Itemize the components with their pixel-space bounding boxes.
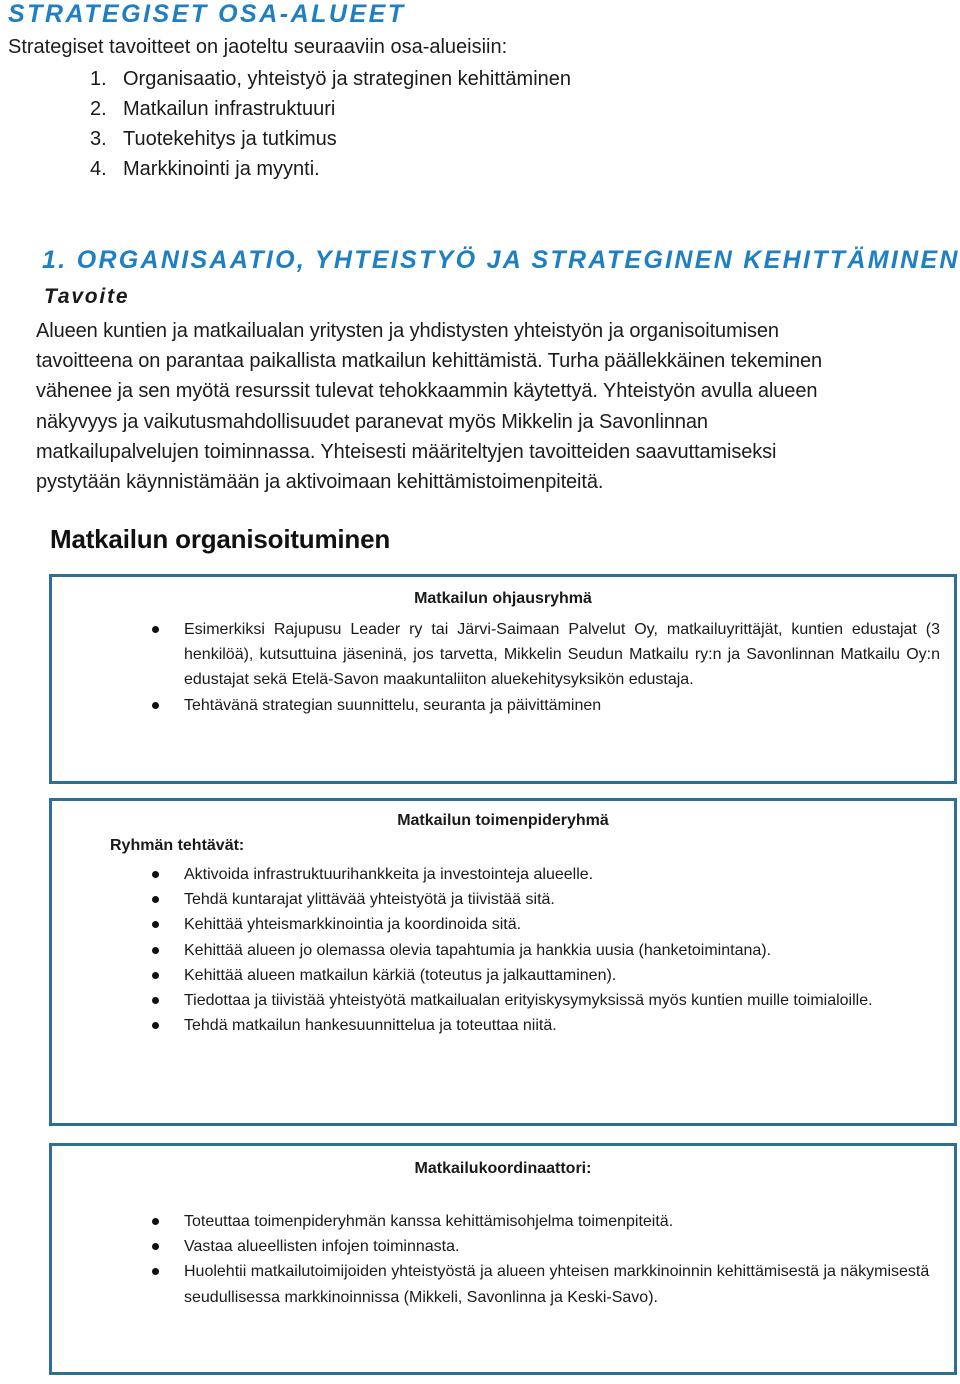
list-item-label: Matkailun infrastruktuuri	[123, 98, 336, 120]
main-heading: STRATEGISET OSA-ALUEET	[8, 0, 406, 28]
bullet-list	[150, 1209, 940, 1310]
list-item-number: 4.	[90, 158, 107, 180]
list-item: Kehittää alueen matkailun kärkiä (toteutus ja jalkauttaminen).	[150, 963, 940, 988]
intro-text: Strategiset tavoitteet on jaoteltu seuraaviin osa-alueisiin:	[8, 36, 508, 58]
box-title: Matkailun ohjausryhmä	[414, 590, 592, 607]
section-heading	[42, 246, 960, 275]
list-item	[90, 94, 571, 124]
list-item-label: Organisaatio, yhteistyö ja strateginen kehittäminen	[123, 68, 572, 90]
list-item-label: Tuotekehitys ja tutkimus	[123, 128, 337, 150]
section-number: 1.	[42, 246, 68, 274]
list-item: Esimerkiksi Rajupusu Leader ry tai Järvi-Saimaan Palvelut Oy, matkailuyrittäjät, kuntien edustajat (3 henkilöä), kutsuttuina jäseninä, jos tarvetta, Mikkelin Seudun Matkailu ry:n ja Savonlinnan Matkailu Oy:n edustajat sekä Etelä-Savon maakuntaliiton aluekehitysyksikön edustaja.	[150, 617, 940, 693]
list-item	[90, 64, 571, 94]
list-item: Tehdä matkailun hankesuunnittelua ja toteuttaa niitä.	[150, 1013, 940, 1038]
paragraph-line: matkailupalvelujen toiminnassa. Yhteisesti määriteltyjen tavoitteiden saavuttamiseksi	[36, 440, 777, 463]
list-item: Aktivoida infrastruktuurihankkeita ja investointeja alueelle.	[150, 862, 940, 887]
areas-list	[90, 64, 571, 184]
box-title: Matkailun toimenpideryhmä	[397, 812, 609, 829]
box-subtitle: Ryhmän tehtävät:	[110, 837, 245, 854]
list-item-number: 1.	[90, 68, 107, 90]
list-item: Huolehtii matkailutoimijoiden yhteistyöstä ja alueen yhteisen markkinoinnin kehittämisestä ja näkymisestä seudullisessa markkinoinnissa (Mikkeli, Savonlinna ja Keski-Savo).	[150, 1259, 940, 1309]
list-item: Tehdä kuntarajat ylittävää yhteistyötä ja tiivistää sitä.	[150, 887, 940, 912]
paragraph-line: näkyvyys ja vaikutusmahdollisuudet paranevat myös Mikkelin ja Savonlinnan	[36, 410, 708, 433]
steering-group-box	[49, 574, 957, 784]
paragraph-line: pystytään käynnistämään ja aktivoimaan kehittämistoimenpiteitä.	[36, 471, 604, 494]
list-item	[90, 154, 571, 184]
action-group-box	[49, 798, 957, 1126]
org-heading: Matkailun organisoituminen	[50, 524, 391, 554]
paragraph-line: Alueen kuntien ja matkailualan yritysten ja yhdistysten yhteistyön ja organisoitumisen	[36, 320, 779, 342]
list-item: Tehtävänä strategian suunnittelu, seuranta ja päivittäminen	[150, 693, 940, 718]
list-item: Tiedottaa ja tiivistää yhteistyötä matkailualan erityiskysymyksissä myös kuntien muille toimialoille.	[150, 988, 940, 1013]
list-item: Kehittää yhteismarkkinointia ja koordinoida sitä.	[150, 912, 940, 937]
list-item-label: Markkinointi ja myynti.	[123, 158, 320, 180]
goal-paragraph	[36, 316, 958, 497]
section-title: ORGANISAATIO, YHTEISTYÖ JA STRATEGINEN KEHITTÄMINEN	[76, 246, 960, 274]
bullet-list	[150, 862, 940, 1038]
paragraph-line: vähenee ja sen myötä resurssit tulevat tehokkaammin käytettyä. Yhteistyön avulla alueen	[36, 380, 818, 403]
list-item: Vastaa alueellisten infojen toiminnasta.	[150, 1234, 940, 1259]
subheading-tavoite: Tavoite	[44, 285, 130, 308]
list-item	[90, 124, 571, 154]
list-item: Kehittää alueen jo olemassa olevia tapahtumia ja hankkia uusia (hanketoimintana).	[150, 938, 940, 963]
list-item: Toteuttaa toimenpideryhmän kanssa kehittämisohjelma toimenpiteitä.	[150, 1209, 940, 1234]
bullet-list	[150, 617, 940, 718]
coordinator-box	[49, 1143, 957, 1375]
list-item-number: 3.	[90, 128, 107, 150]
box-title: Matkailukoordinaattori:	[414, 1160, 592, 1177]
paragraph-line: tavoitteena on parantaa paikallista matkailun kehittämistä. Turha päällekkäinen tekeminen	[36, 350, 823, 373]
list-item-number: 2.	[90, 98, 107, 120]
